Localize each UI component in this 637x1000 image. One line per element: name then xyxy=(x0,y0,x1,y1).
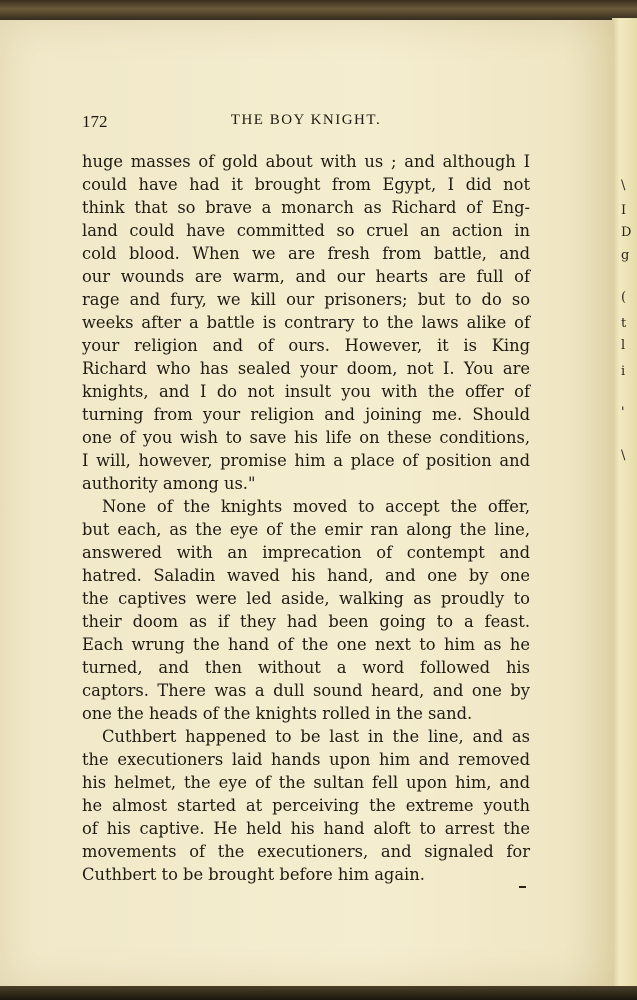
book-top-edge xyxy=(0,0,637,22)
margin-bleed-char: ' xyxy=(621,405,625,420)
text-line: think that so brave a monarch as Richard of Eng- xyxy=(82,198,530,217)
text-line: his helmet, the eye of the sultan fell upon him, and xyxy=(82,773,530,792)
text-line: movements of the executioners, and signaled for xyxy=(82,842,530,861)
text-line: your religion and of ours. However, it is King xyxy=(82,336,530,355)
text-line: the executioners laid hands upon him and removed xyxy=(82,750,530,769)
text-line: turned, and then without a word followed his xyxy=(82,658,530,677)
print-mark xyxy=(519,886,526,888)
text-line: I will, however, promise him a place of position and xyxy=(82,451,530,470)
text-line: hatred. Saladin waved his hand, and one by one xyxy=(82,566,530,585)
facing-page-edge xyxy=(612,18,637,990)
margin-bleed-char: l xyxy=(621,338,626,353)
text-line: our wounds are warm, and our hearts are full of xyxy=(82,267,530,286)
text-line: Cuthbert happened to be last in the line, and as xyxy=(102,727,530,746)
text-line: knights, and I do not insult you with the offer of xyxy=(82,382,530,401)
page-header xyxy=(82,112,530,136)
margin-bleed-char: I xyxy=(621,203,627,218)
text-line: cold blood. When we are fresh from battle, and xyxy=(82,244,530,263)
text-line: Each wrung the hand of the one next to him as he xyxy=(82,635,530,654)
text-line: turning from your religion and joining me. Should xyxy=(82,405,530,424)
running-title: THE BOY KNIGHT. xyxy=(230,112,382,128)
margin-bleed-char: \ xyxy=(621,448,626,463)
text-line: captors. There was a dull sound heard, and one by xyxy=(82,681,530,700)
text-line: their doom as if they had been going to a feast. xyxy=(82,612,530,631)
text-line: but each, as the eye of the emir ran along the line, xyxy=(82,520,530,539)
text-line: Richard who has sealed your doom, not I. You are xyxy=(82,359,530,378)
margin-bleed-char: \ xyxy=(621,178,626,193)
text-line: could have had it brought from Egypt, I did not xyxy=(82,175,530,194)
body-text xyxy=(82,150,530,886)
text-line: one the heads of the knights rolled in the sand. xyxy=(82,704,473,723)
margin-bleed-char: i xyxy=(621,364,626,379)
text-line: of his captive. He held his hand aloft to arrest the xyxy=(82,819,530,838)
margin-bleed-char: t xyxy=(621,316,627,331)
text-line: land could have committed so cruel an action in xyxy=(82,221,530,240)
text-line: None of the knights moved to accept the offer, xyxy=(102,497,530,516)
book-bottom-edge xyxy=(0,986,637,1000)
text-line: one of you wish to save his life on these conditions, xyxy=(82,428,530,447)
page-number: 172 xyxy=(82,112,108,131)
text-line: Cuthbert to be brought before him again. xyxy=(82,865,425,884)
text-line: rage and fury, we kill our prisoners; but to do so xyxy=(82,290,530,309)
margin-bleed-char: g xyxy=(621,248,630,263)
margin-bleed-char: D xyxy=(621,225,632,240)
text-line: he almost started at perceiving the extreme youth xyxy=(82,796,530,815)
text-line: authority among us." xyxy=(82,474,256,493)
text-line: weeks after a battle is contrary to the laws alike of xyxy=(82,313,530,332)
text-line: answered with an imprecation of contempt and xyxy=(82,543,530,562)
text-line: the captives were led aside, walking as proudly to xyxy=(82,589,530,608)
margin-bleed-char: ( xyxy=(621,290,627,305)
text-line: huge masses of gold about with us ; and although I xyxy=(82,152,530,171)
